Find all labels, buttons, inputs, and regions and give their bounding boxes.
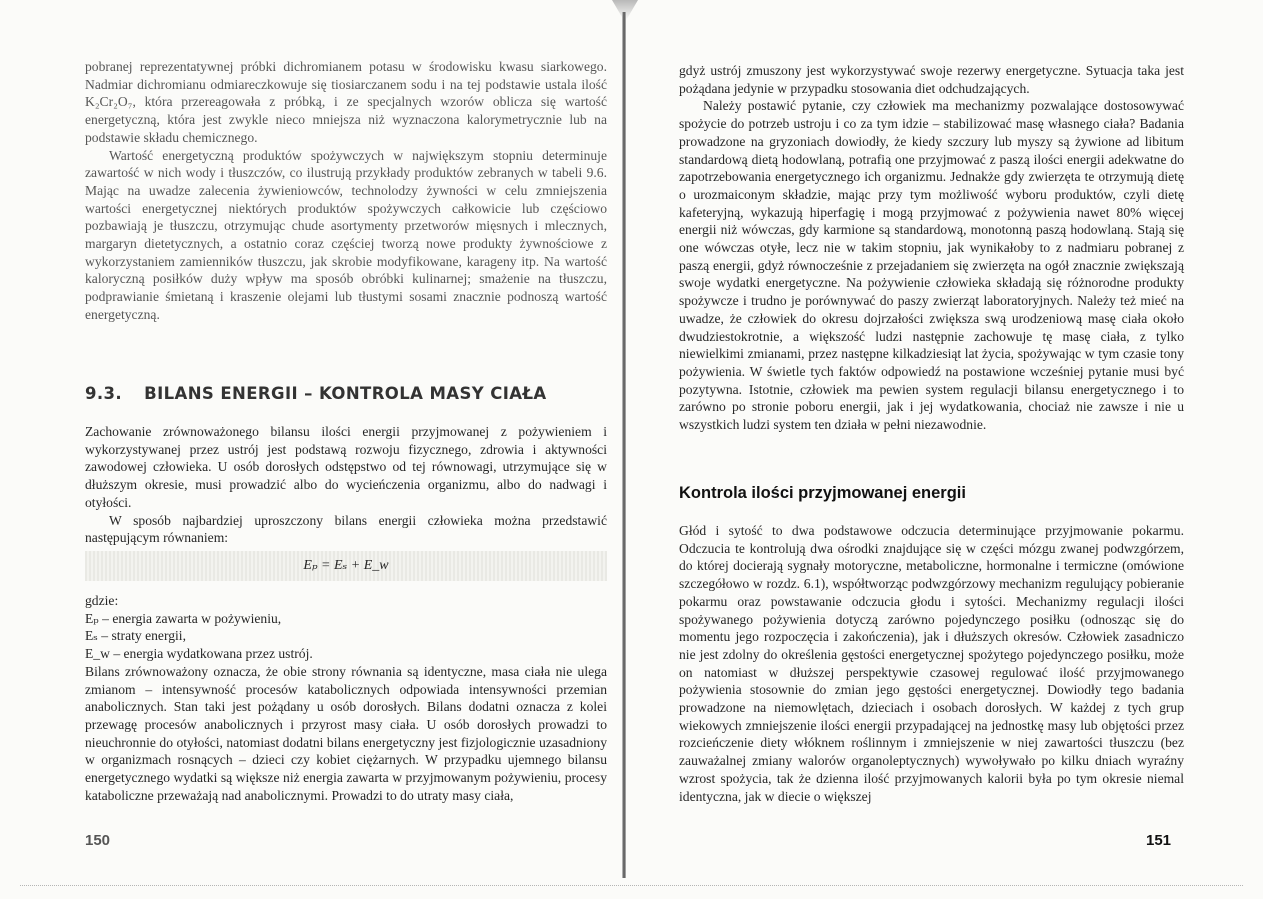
definition-item: Eₛ – straty energii, [85,628,186,644]
left-page [0,0,626,899]
section-heading [85,384,547,403]
page-number: 150 [85,832,111,849]
paragraph: Należy postawić pytanie, czy człowiek ma mechanizmy pozwalające dostosowywać spożycie do potrzeb ustroju i co za tym idzie – stabilizować masę własnego ciała? Badania prowadzone na gryzoniach dowiodły, że kiedy szczury lub myszy są żywione ad libitum standardową dietą hodowlaną, potrafią one przyjmować z paszą ilości energii adekwatne do zapotrzebowania energetycznego ich organizmu. Jednakże gdy zwierzęta te otrzymują dietę o urozmaiconym składzie, mając przy tym możliwość wyboru produktów, czyli dietę kafeteryjną, wykazują hiperfagię i mogą przyjmować z pożywienia nawet 80% więcej energii niż wówczas, gdy karmione są standardową, monotonną paszą hodowlaną. Stają się one wówczas otyłe, lecz nie w takim stopniu, jak wynikałoby to z nadmiaru pobranej z paszą energii, gdyż równocześnie z przejadaniem się zwierzęta na ogół znacznie zwiększają swoje wydatki energetyczne. Na pożywienie człowieka składają się różnorodne produkty spożywcze i trudno je porównywać do paszy zwierząt laboratoryjnych. Należy też mieć na uwadze, że człowiek do okresu dojrzałości zwiększa swą urodzeniową masę ciała około dwudziestokrotnie, a większość ludzi następnie zachowuje tę masę ciała, z tylko niewielkimi zmianami, przez następne kilkadziesiąt lat życia, spożywając w tym czasie tony pożywienia. W świetle tych faktów odpowiedź na postawione wcześniej pytanie musi być pozytywna. Istotnie, człowiek ma pewien system regulacji bilansu energetycznego i to zarówno po stronie poboru energii, jak i jej wydatkowania, chociaż nie zawsze i nie u wszystkich ludzi system ten działa w pełni niezawodnie. [679,98,1184,433]
left-body-bottom [85,592,607,804]
paragraph: Głód i sytość to dwa podstawowe odczucia determinujące przyjmowanie pokarmu. Odczucia te kontrolują dwa ośrodki znajdujące się w części mózgu zwanej podwzgórzem, do której docierają sygnały motoryczne, metaboliczne, hormonalne i termiczne (omówione szczegółowo w rozdz. 6.1), współtworząc podwzgórzowy mechanizm regulujący pobieranie pokarmu oraz powstawanie odczucia głodu i sytości. Mechanizmy regulacji ilości spożywanego pożywienia dotyczą zarówno pojedynczego posiłku (odnosząc się do momentu jego rozpoczęcia i zakończenia), jak i dłuższych okresów. Człowiek zasadniczo nie jest zdolny do określenia gęstości energetycznej spożytego pojedynczego posiłku, może on natomiast w dłuższej perspektywie czasowej regulować ilość przyjmowanego pożywienia stosownie do zmian jego gęstości energetycznej. Dowiodły tego badania prowadzone na niemowlętach, dzieciach i osobach dorosłych. W każdej z tych grup wiekowych zmniejszenie ilości energii przypadającej na jednostkę masy lub objętości przez rozcieńczenie diety włóknem roślinnym i zmniejszenie w niej zawartości tłuszczu (bez zauważalnej zmiany walorów organoleptycznych) wywoływało po kilku dniach wyraźny wzrost spożycia, tak że dzienna ilość przyjmowanych kalorii była po tym okresie niemal identyczna, jak w diecie o większej [679,523,1184,804]
definition-item: E_w – energia wydatkowana przez ustrój. [85,646,313,662]
paragraph: pobranej reprezentatywnej próbki dichromianem potasu w środowisku kwasu siarkowego. Nadmiar dichromianu odmiareczkowuje się tiosiarczanem sodu i na tej podstawie ustala ilość K₂Cr₂O₇, która przereagowała z próbką, i ze specjalnych wzorów oblicza się wartość energetyczną, która jest zwykle nieco mniejsza niż wyznaczona kalorymetrycznie lub na podstawie składu chemicznego. [85,59,607,145]
paragraph: W sposób najbardziej uproszczony bilans energii człowieka można przedstawić następującym równaniem: [85,512,607,546]
right-page [626,0,1263,899]
paragraph: Wartość energetyczną produktów spożywczych w największym stopniu determinuje zawartość w nich wody i tłuszczów, co ilustrują przykłady produktów zebranych w tabeli 9.6. Mając na uwadze zalecenia żywieniowców, technolodzy żywności w celu zmniejszenia wartości energetycznej niektórych produktów spożywczych całkowicie lub częściowo pozbawiają je tłuszczu, otrzymując chude asortymenty przetworów mięsnych i mlecznych, margaryn dietetycznych, a ostatnio coraz częściej tworzą nowe produkty żywnościowe z wykorzystaniem zamienników tłuszczu, jak skrobie modyfikowane, karageny itp. Na wartość kaloryczną posiłków duży wpływ ma sposób obróbki kulinarnej; smażenie na tłuszczu, podprawianie śmietaną i kraszenie olejami lub tłustymi sosami znacznie podnoszą wartość energetyczną. [85,147,607,322]
paragraph: Zachowanie zrównoważonego bilansu ilości energii przyjmowanej z pożywieniem i wykorzystywanej przez ustrój jest podstawą rozwoju fizycznego, zdrowia i aktywności zawodowej człowieka. U osób dorosłych odstępstwo od tej równowagi, utrzymujące się w dłuższym okresie, musi prowadzić albo do wycieńczenia organizmu, albo do nadwagi i otyłości. [85,424,607,510]
where-label: gdzie: [85,593,119,608]
page-number: 151 [1146,832,1172,849]
definition-item: Eₚ – energia zawarta w pożywieniu, [85,610,282,626]
section-number: 9.3. [85,384,123,403]
paragraph: Bilans zrównoważony oznacza, że obie strony równania są identyczne, masa ciała nie ulega zmianom – intensywność procesów katabolicznych odpowiada intensywności przemian anabolicznych. Stan taki jest pożądany u osób dorosłych. Bilans dodatni oznacza z kolei przewagę procesów anabolicznych i przyrost masy ciała. U osób dorosłych prowadzi to nieuchronnie do otyłości, natomiast dodatni bilans energetyczny jest fizjologicznie uzasadniony w organizmach rosnących – dzieci czy kobiet ciężarnych. W przypadku ujemnego bilansu energetycznego wydatki są większe niż energia zawarta w przyjmowanym pożywieniu, procesy kataboliczne przeważają nad anabolicznymi. Prowadzi to do utraty masy ciała, [85,663,607,803]
equation-block [85,551,607,581]
left-body-top [85,58,607,324]
right-body-top [679,62,1184,434]
section-title: BILANS ENERGII – KONTROLA MASY CIAŁA [144,384,547,403]
subsection-heading: Kontrola ilości przyjmowanej energii [679,484,966,502]
left-body-middle [85,423,607,547]
energy-balance-equation: Eₚ = Eₛ + E_w [303,558,389,573]
right-body-bottom [679,522,1184,805]
paragraph: gdyż ustrój zmuszony jest wykorzystywać swoje rezerwy energetyczne. Sytuacja taka jest pożądana jedynie w przypadku stosowania diet odchudzających. [679,63,1184,96]
